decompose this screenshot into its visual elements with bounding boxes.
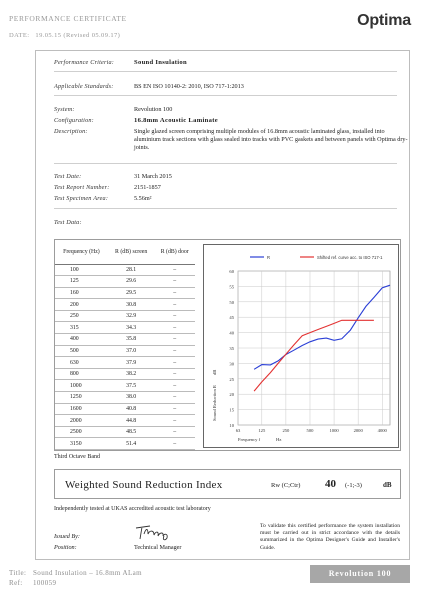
cell-frequency: 2000 (55, 415, 108, 427)
cell-frequency: 500 (55, 345, 108, 357)
x-tick-label: 125 (258, 428, 266, 433)
cell-screen: 29.5 (108, 287, 155, 299)
table-row (55, 357, 195, 369)
cell-door: – (154, 403, 195, 415)
cell-screen: 32.9 (108, 310, 155, 322)
cell-door: – (154, 322, 195, 334)
cell-door: – (154, 287, 195, 299)
y-tick-label: 15 (229, 407, 234, 413)
criteria-label: Performance Criteria: (54, 59, 115, 66)
cell-frequency: 2500 (55, 426, 108, 438)
y-tick-label: 60 (229, 269, 234, 274)
cell-screen: 37.5 (108, 380, 155, 392)
cell-screen: 40.8 (108, 403, 155, 415)
index-corrections: (-1;-3) (345, 482, 362, 489)
reference-curve-line (254, 320, 374, 391)
cell-screen: 30.8 (108, 299, 155, 311)
cell-door: – (154, 276, 195, 288)
legend-label: Shifted ref. curve acc. to ISO 717-1 (317, 254, 383, 260)
certificate-frame (35, 50, 410, 560)
cell-frequency: 630 (55, 357, 108, 369)
criteria-value: Sound Insulation (134, 59, 188, 66)
table-row (55, 392, 195, 404)
position-label: Position: (54, 544, 77, 551)
cell-frequency: 200 (55, 299, 108, 311)
table-row (55, 380, 195, 392)
divider (54, 95, 397, 96)
y-tick-label: 55 (229, 284, 234, 290)
cell-frequency: 3150 (55, 438, 108, 450)
cell-door: – (154, 345, 195, 357)
table-row (55, 426, 195, 438)
index-title: Weighted Sound Reduction Index (65, 479, 223, 491)
table-row (55, 334, 195, 346)
y-tick-label: 20 (229, 392, 234, 398)
cell-screen: 34.3 (108, 322, 155, 334)
cell-screen: 38.0 (108, 392, 155, 404)
table-row (55, 264, 195, 276)
cell-frequency: 250 (55, 310, 108, 322)
footer-ref-value: 100059 (33, 579, 57, 587)
x-tick-label: 4000 (377, 428, 387, 433)
signature (134, 522, 174, 542)
y-tick-label: 50 (229, 299, 234, 305)
product-badge: Revolution 100 (310, 565, 410, 583)
description-value: Single glazed screen comprising multiple modules of 16.8mm acoustic laminated glass, installed into aluminium track sections with glass sealed into tracks with PVC gaskets and between panels with Optima dry-joints. (134, 128, 408, 151)
certificate-date (9, 32, 120, 39)
chart-svg (204, 245, 398, 447)
cell-screen: 37.9 (108, 357, 155, 369)
report-label: Test Report Number: (54, 184, 110, 191)
footer-title-value: Sound Insulation – 16.8mm ALam (33, 569, 143, 577)
date-value: 19.05.15 (Revised 05.09.17) (35, 32, 121, 39)
cell-door: – (154, 392, 195, 404)
cell-door: – (154, 310, 195, 322)
system-label: System: (54, 106, 75, 113)
cell-frequency: 160 (55, 287, 108, 299)
y-tick-label: 10 (229, 423, 234, 428)
cell-frequency: 1250 (55, 392, 108, 404)
cell-screen: 44.8 (108, 415, 155, 427)
weighted-index-box (54, 469, 401, 499)
cell-screen: 48.5 (108, 426, 155, 438)
cell-frequency: 315 (55, 322, 108, 334)
footer-title-label: Title: (9, 569, 27, 577)
cell-frequency: 100 (55, 264, 108, 276)
specimen-value: 5.56m² (134, 195, 152, 202)
cell-screen: 28.1 (108, 264, 155, 276)
index-value: 40 (325, 478, 336, 490)
description-label: Description: (54, 128, 88, 135)
x-tick-label: 1000 (329, 428, 339, 433)
table-row (55, 287, 195, 299)
position-value: Technical Manager (134, 544, 182, 551)
cell-door: – (154, 368, 195, 380)
table-row (55, 299, 195, 311)
specimen-label: Test Specimen Area: (54, 195, 109, 202)
cell-door: – (154, 334, 195, 346)
table-header-row (55, 242, 195, 264)
cell-screen: 35.8 (108, 334, 155, 346)
table-row (55, 403, 195, 415)
x-tick-label: 2000 (353, 428, 363, 433)
table-row (55, 322, 195, 334)
configuration-label: Configuration: (54, 117, 94, 124)
divider (54, 208, 397, 209)
standards-value: BS EN ISO 10140-2: 2010, ISO 717-1:2013 (134, 83, 244, 90)
table-row (55, 368, 195, 380)
date-label: DATE: (9, 32, 30, 39)
table-row (55, 438, 195, 450)
x-axis-label: Frequency f (238, 437, 261, 442)
cell-door: – (154, 380, 195, 392)
report-value: 2151-1857 (134, 184, 161, 191)
frequency-table (55, 242, 195, 450)
table-row (55, 415, 195, 427)
y-tick-label: 30 (229, 361, 234, 367)
optima-logo: Optima (357, 12, 411, 29)
x-tick-label: 250 (282, 428, 290, 433)
index-rw-label: Rw (C;Ctr) (271, 482, 301, 489)
cell-frequency: 1600 (55, 403, 108, 415)
cell-screen: 29.6 (108, 276, 155, 288)
y-tick-label: 25 (229, 376, 234, 382)
y-tick-label: 45 (229, 315, 234, 321)
index-unit: dB (383, 481, 392, 489)
table-row (55, 276, 195, 288)
y-tick-label: 40 (229, 330, 234, 336)
cell-screen: 51.4 (108, 438, 155, 450)
cell-frequency: 1000 (55, 380, 108, 392)
legend-label: R (267, 254, 271, 260)
cell-door: – (154, 264, 195, 276)
validation-note: To validate this certified performance the system installation must be carried out in strict accordance with the details summarized in the Optima Designer's Guide and Installer's Guide. (260, 523, 400, 551)
table-body (55, 264, 195, 450)
cell-door: – (154, 299, 195, 311)
standards-label: Applicable Standards: (54, 83, 114, 90)
col-header-frequency: Frequency (Hz) (55, 242, 108, 264)
y-axis-unit: dB (212, 369, 217, 375)
certificate-title: PERFORMANCE CERTIFICATE (9, 14, 127, 23)
cell-screen: 38.2 (108, 368, 155, 380)
cell-door: – (154, 438, 195, 450)
issued-by-label: Issued By: (54, 533, 80, 540)
test-date-value: 31 March 2015 (134, 173, 172, 180)
x-axis-unit: Hz (276, 437, 282, 442)
band-note: Third Octave Band (54, 454, 100, 460)
table-row (55, 345, 195, 357)
table-row (55, 310, 195, 322)
footer-ref-label: Ref: (9, 579, 23, 587)
test-date-label: Test Date: (54, 173, 82, 180)
cell-screen: 37.0 (108, 345, 155, 357)
test-data-label: Test Data: (54, 219, 82, 226)
system-value: Revolution 100 (134, 106, 173, 113)
configuration-value: 16.8mm Acoustic Laminate (134, 117, 218, 124)
test-data-box (54, 239, 401, 451)
cell-door: – (154, 415, 195, 427)
col-header-door: R (dB) door (154, 242, 195, 264)
col-header-screen: R (dB) screen (108, 242, 155, 264)
x-tick-label: 500 (306, 428, 314, 433)
cell-door: – (154, 357, 195, 369)
series-r-line (254, 285, 390, 369)
cell-frequency: 400 (55, 334, 108, 346)
y-tick-label: 35 (229, 346, 234, 351)
y-axis-label: Sound Reduction R (212, 385, 217, 421)
sound-reduction-chart (203, 244, 399, 448)
cell-door: – (154, 426, 195, 438)
page-footer (9, 568, 142, 588)
tested-note: Independently tested at UKAS accredited acoustic test laboratory (54, 506, 211, 512)
x-tick-label: 63 (235, 428, 241, 433)
cell-frequency: 125 (55, 276, 108, 288)
divider (54, 163, 397, 164)
divider (54, 71, 397, 72)
cell-frequency: 800 (55, 368, 108, 380)
